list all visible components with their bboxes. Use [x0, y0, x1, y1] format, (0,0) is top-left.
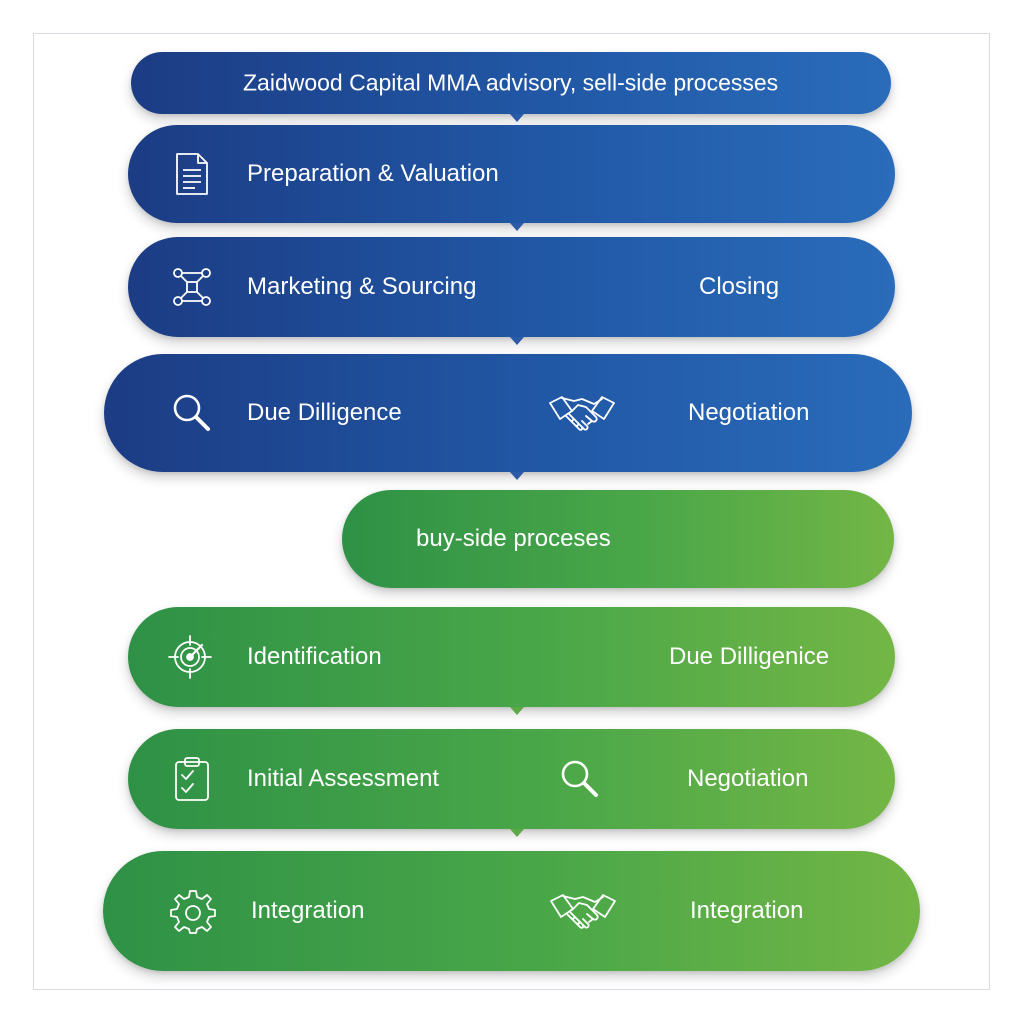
step-label: Initial Assessment	[247, 765, 440, 792]
sell-side-header	[131, 52, 891, 114]
target-icon	[166, 633, 214, 681]
handshake-icon	[548, 389, 616, 437]
step-integration	[103, 851, 920, 971]
handshake-icon	[549, 887, 617, 935]
step-preparation-valuation	[128, 125, 895, 223]
magnifier-icon	[168, 389, 216, 437]
sell-side-title: Zaidwood Capital MMA advisory, sell-side processes	[243, 69, 779, 96]
connector-notch	[510, 472, 524, 480]
step-initial-assessment	[128, 729, 895, 829]
network-icon	[168, 263, 216, 311]
magnifier-icon	[556, 755, 604, 803]
buy-side-header	[342, 490, 894, 588]
document-icon	[168, 150, 216, 198]
connector-notch	[510, 707, 524, 715]
step-marketing-sourcing	[128, 237, 895, 337]
step-right-label: Closing	[699, 273, 780, 300]
connector-notch	[510, 829, 524, 837]
step-label: Identification	[247, 643, 382, 670]
step-right-label: Negotiation	[687, 765, 809, 792]
step-due-diligence	[104, 354, 912, 472]
step-identification	[128, 607, 895, 707]
step-label: Integration	[251, 897, 365, 924]
step-label: Marketing & Sourcing	[247, 273, 477, 300]
gear-icon	[169, 887, 217, 935]
step-right-label: Due Dilligenice	[669, 643, 830, 670]
connector-notch	[510, 223, 524, 231]
buy-side-title: buy-side proceses	[416, 525, 611, 552]
step-label: Due Dilligence	[247, 399, 402, 426]
step-right-label: Integration	[690, 897, 804, 924]
connector-notch	[510, 337, 524, 345]
step-label: Preparation & Valuation	[247, 160, 499, 187]
connector-notch	[510, 114, 524, 122]
clipboard-check-icon	[168, 755, 216, 803]
step-right-label: Negotiation	[688, 399, 810, 426]
